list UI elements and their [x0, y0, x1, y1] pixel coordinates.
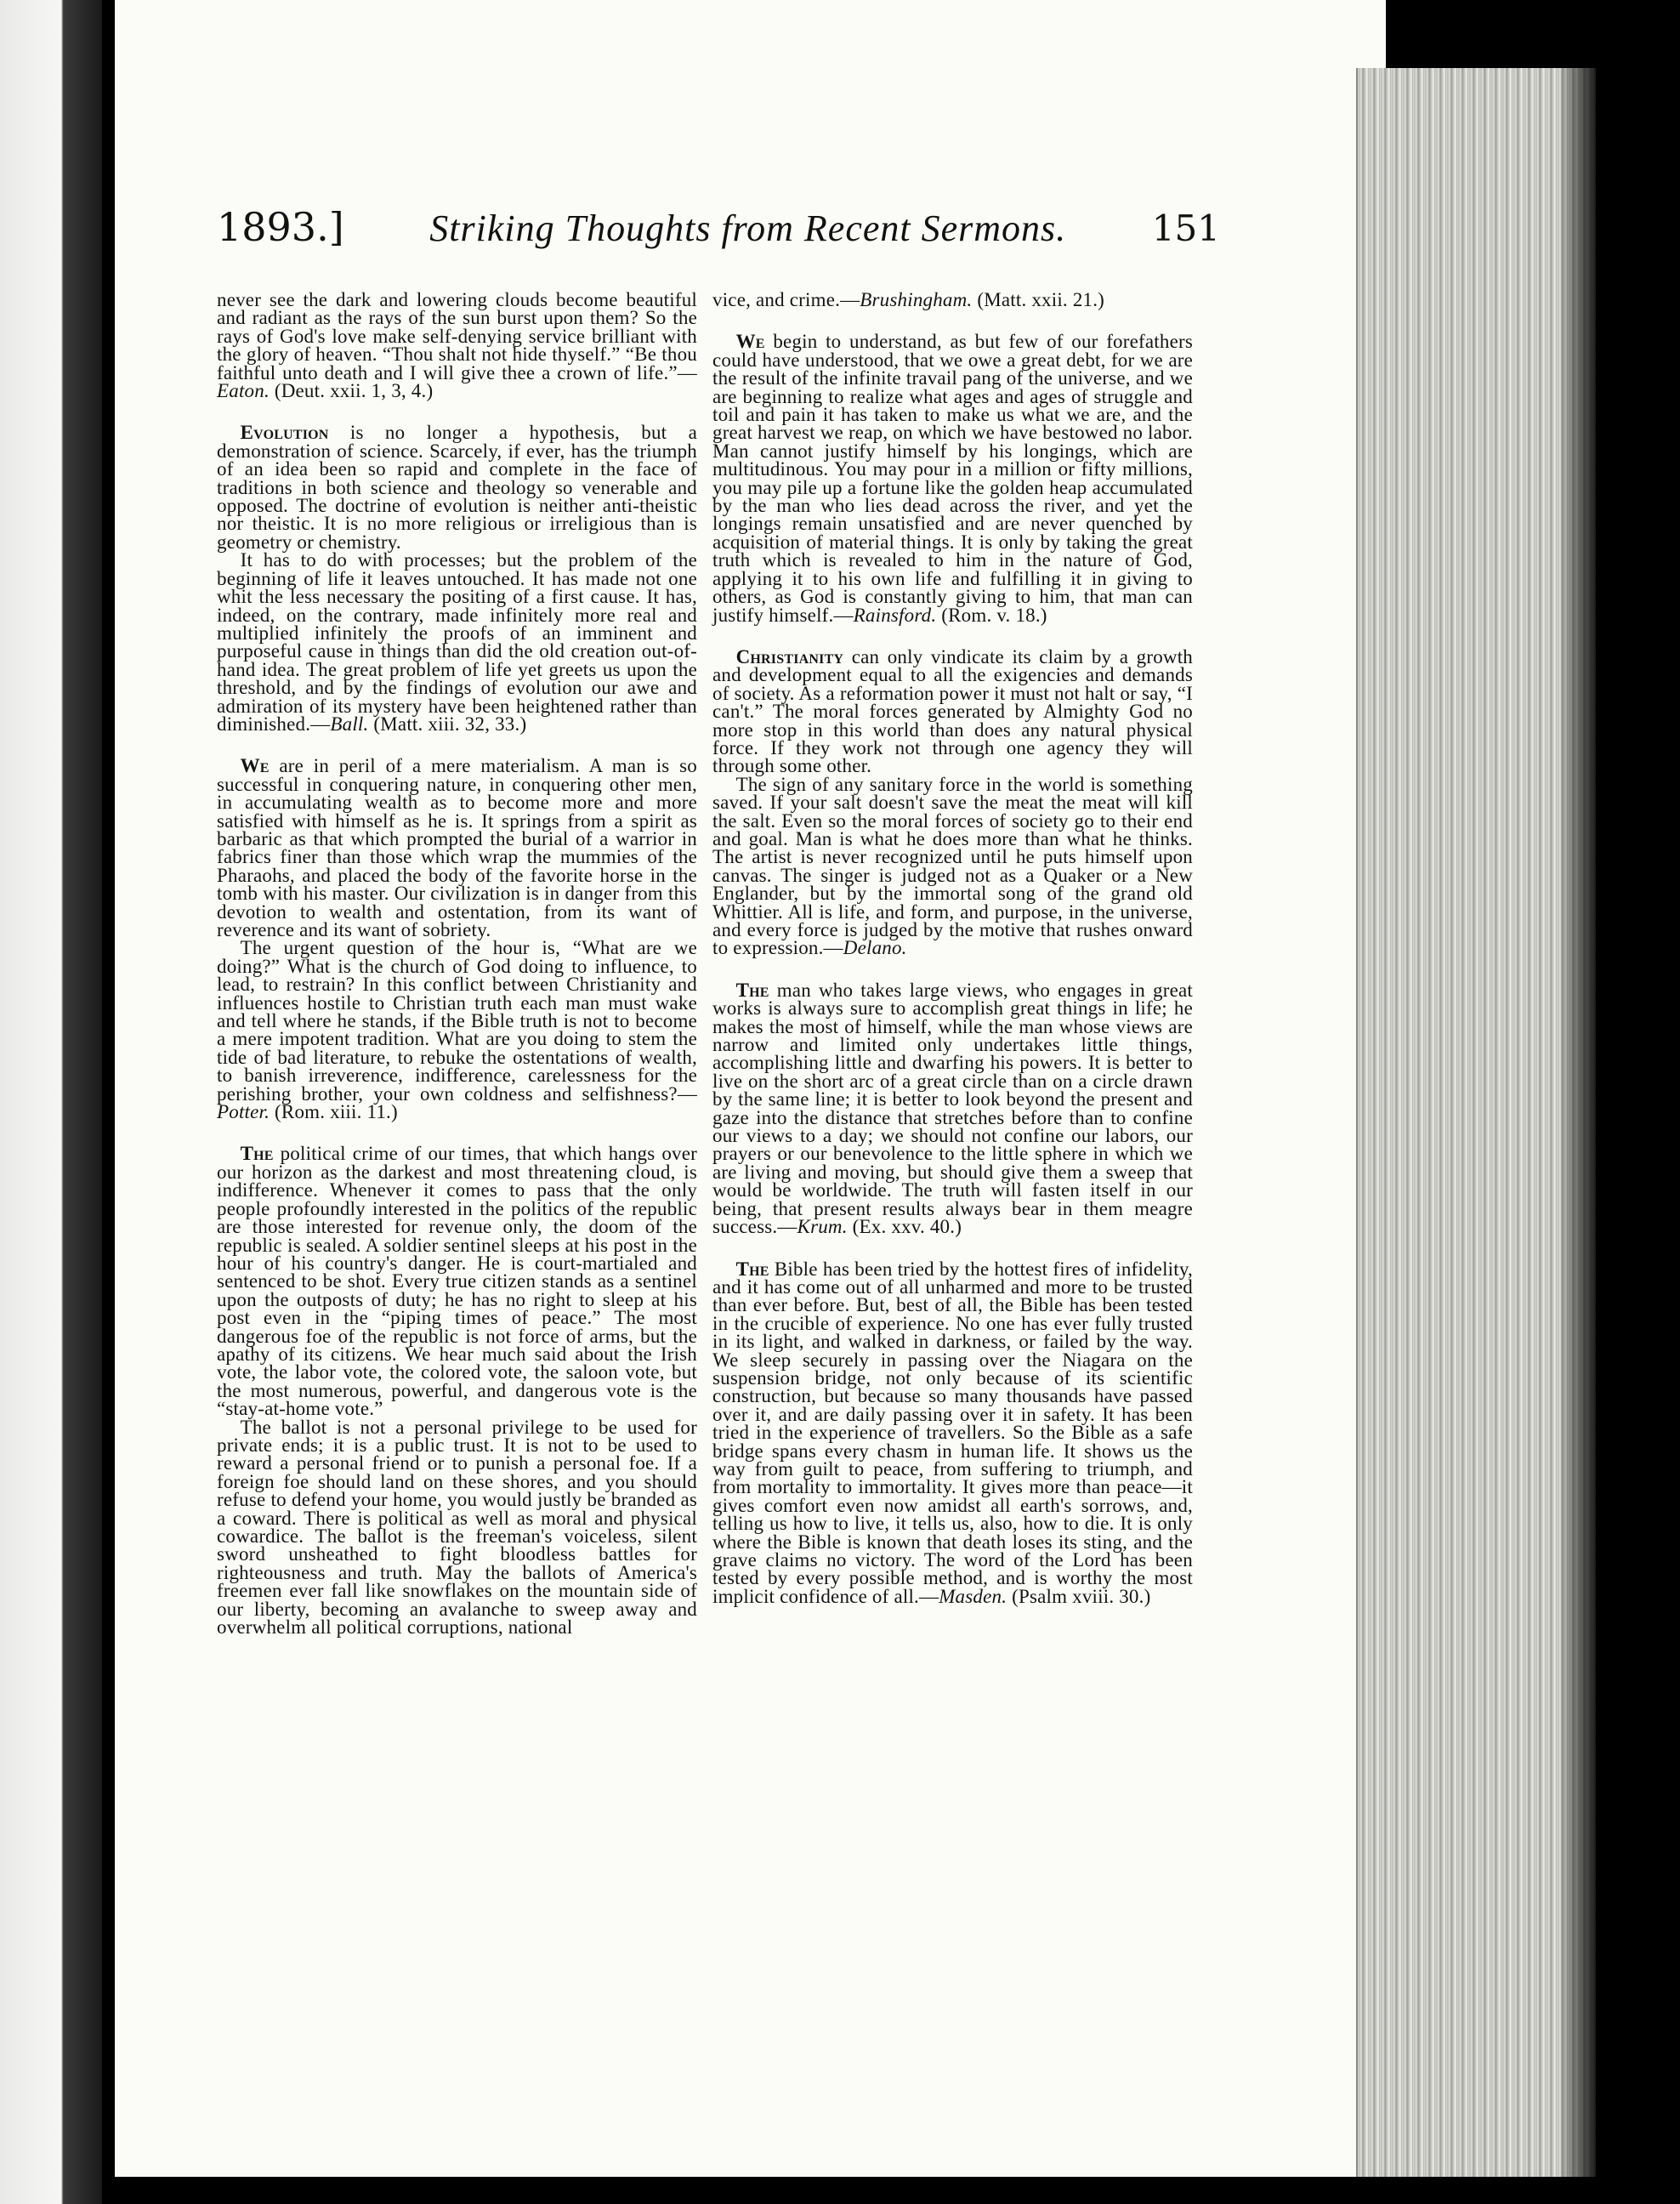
paragraph-text: political crime of our times, that which hangs over our horizon as the darkest and most threatening cloud, is indifference. Whenever it comes to pass that the only people profoundly interested in the politics of the republic are those interested for revenue only, the doom of the republic is sealed. A soldier sentinel sleeps at his post in the hour of his country's danger. He is court-martialed and sentenced to be shot. Every true citizen stands as a sentinel upon the outposts of duty; he has no right to sleep at his post even in the “piping times of peace.” The most dangerous foe of the republic is not force of arms, but the apathy of its citizens. We hear much said about the Irish vote, the labor vote, the colored vote, the saloon vote, but the most numerous, powerful, and dangerous vote is the “stay-at-home vote.”	[217, 1143, 697, 1420]
paragraph-text: is no longer a hypothesis, but a demonstration of science. Scarcely, if ever, has the triumph of an idea been so rapid and complete in the face of traditions in both science and theology so venerable and opposed. The doctrine of evolution is neither anti-theistic nor theistic. It is no more religious or irreligious than is geometry or chemistry.	[217, 422, 697, 553]
paragraph-text: The urgent question of the hour is, “What are we doing?” What is the church of God doing to influence, to lead, to restrain? In this conflict between Christianity and influences hostile to Christian truth each man must wake and tell where he stands, if the Bible truth is not to become a mere impotent tradition. What are you doing to stem the tide of bad literature, to rebuke the ostentations of wealth, to banish irreverence, indifference, carelessness for the perishing brother, your own coldness and selfishness?—	[217, 937, 697, 1105]
sermon-excerpt	[217, 291, 697, 400]
sermon-excerpt	[712, 1260, 1193, 1606]
lead-word: The	[735, 979, 769, 1001]
scripture-reference: (Psalm xviii. 30.)	[1007, 1585, 1151, 1607]
paragraph-text: The sign of any sanitary force in the world is something saved. If your salt doesn't save the meat the meat will kill the salt. Even so the moral forces of society go to their end and goal. Man is what he does more than what he thinks. The artist is never recognized until he puts himself upon canvas. The singer is judged not as a Quaker or a New Englander, but by the immortal song of the grand old Whittier. All is life, and form, and purpose, in the universe, and every force is judged by the motive that rushes onward to expression.—	[712, 773, 1193, 959]
author-name: Masden.	[939, 1585, 1007, 1607]
paragraph	[712, 332, 1193, 624]
author-name: Potter.	[217, 1101, 270, 1123]
paragraph	[712, 775, 1193, 957]
header-title: Striking Thoughts from Recent Sermons.	[429, 207, 1067, 249]
page-number: 151	[1151, 207, 1220, 249]
sermon-excerpt	[712, 291, 1193, 309]
lead-word: We	[240, 755, 270, 777]
sermon-excerpt	[712, 981, 1193, 1236]
lead-word: We	[735, 331, 765, 353]
paragraph	[217, 1143, 697, 1420]
paragraph-text: begin to understand, as but few of our forefathers could have understood, that we owe a great debt, for we are the result of the infinite travail pang of the universe, and we are beginning to realize what ages and ages of struggle and toil and pain it has taken to make us what we are, and the great harvest we reap, on which we have bestowed no labor. Man cannot justify himself by his longings, which are multitudinous. You may pour in a million or fifty millions, you may pile up a fortune like the golden heap accumulated by the man who lies dead across the river, and yet the longings remain unsatisfied and are never quenched by acquisition of material things. It is only by taking the great truth which is revealed to him in the nature of God, applying it to his own life and fulfilling it in giving to others, as God is constantly giving to him, that man can justify himself.—	[712, 331, 1193, 626]
paragraph	[217, 551, 697, 733]
author-name: Ball.	[330, 713, 369, 735]
sermon-excerpt	[712, 332, 1193, 624]
sermon-excerpt	[217, 423, 697, 733]
scripture-reference: (Matt. xiii. 32, 33.)	[368, 713, 527, 735]
left-column	[217, 291, 697, 1660]
paragraph-text: are in peril of a mere materialism. A man is so successful in conquering nature, in conquering other men, in accumulating wealth as to become more and more satisfied with himself as he is. It springs from a spirit as barbaric as that which prompted the burial of a warrior in fabrics finer than those which wrap the mummies of the Pharaohs, and placed the body of the favorite horse in the tomb with his master. Our civilization is in danger from this devotion to wealth and ostentation, from its want of reverence and its want of sobriety.	[217, 755, 697, 940]
lead-word: Evolution	[240, 422, 329, 444]
scripture-reference: (Matt. xxii. 21.)	[972, 289, 1105, 310]
paragraph	[217, 939, 697, 1121]
author-name: Krum.	[797, 1216, 848, 1238]
facing-page-edge	[0, 0, 102, 2204]
author-name: Brushingham.	[860, 289, 973, 310]
paragraph-text: man who takes large views, who engages in great works is always sure to accomplish great things in life; he makes the most of himself, while the man whose views are narrow and limited only undertakes little things, accomplishing little and dwarfing his powers. It is better to live on the short arc of a great circle than on a circle drawn by the same line; it is better to look beyond the present and gaze into the distance that stretches before than to confine our views to a day; we should not confine our labors, our prayers or our benevolence to the little sphere in which we are living and moving, but should give them a sweep that would be worldwide. The truth will fasten itself in our being, that present results always bear in them meagre success.—	[712, 979, 1193, 1238]
running-header	[217, 204, 1220, 272]
header-year: 1893.]	[217, 204, 344, 250]
paragraph	[712, 291, 1193, 309]
paragraph	[712, 981, 1193, 1236]
paragraph	[217, 1418, 697, 1637]
page-stack-edge	[1356, 68, 1596, 2177]
paragraph-text: can only vindicate its claim by a growth and development equal to all the exigencies and demands of society. As a reformation power it must not halt or say, “I can't.” The moral forces generated by Almighty God no more stop in this world than does any natural physical force. If they work not through one agency they will through some other.	[712, 645, 1193, 777]
right-column	[712, 291, 1193, 1629]
paragraph	[217, 423, 697, 551]
paragraph	[712, 645, 1193, 777]
author-name: Eaton.	[217, 380, 270, 402]
lead-word: Christianity	[735, 645, 844, 667]
paragraph-text: never see the dark and lowering clouds become beautiful and radiant as the rays of the sun burst upon them? So the rays of God's love make self-denying service brilliant with the glory of heaven. “Thou shalt not hide thyself.” “Be thou faithful unto death and I will give thee a crown of life.”—	[217, 289, 697, 383]
sermon-excerpt	[217, 1143, 697, 1639]
sermon-excerpt	[217, 757, 697, 1121]
paragraph-text: It has to do with processes; but the problem of the beginning of life it leaves untouched. It has made not one whit the less necessary the positing of a first cause. It has, indeed, on the contrary, made infinitely more real and multiplied infinitely the proofs of an imminent and purposeful cause in things than did the old creation out-of-hand idea. The great problem of life yet greets us upon the threshold, and by the findings of evolution our awe and admiration of its mystery have been heightened rather than diminished.—	[217, 549, 697, 735]
paragraph	[712, 1260, 1193, 1606]
author-name: Rainsford.	[853, 604, 937, 626]
author-name: Delano.	[843, 937, 907, 959]
scripture-reference: (Rom. v. 18.)	[936, 604, 1047, 626]
paragraph-text: vice, and crime.—	[712, 289, 860, 310]
sermon-excerpt	[712, 645, 1193, 959]
lead-word: The	[735, 1258, 769, 1280]
paragraph	[217, 757, 697, 939]
paragraph	[217, 291, 697, 400]
paragraph-text: The ballot is not a personal privilege to be used for private ends; it is a public trust. It is not to be used to reward a personal friend or to punish a personal foe. If a foreign foe should land on these shores, and you should refuse to defend your home, you would justly be branded as a coward. There is political as well as moral and physical cowardice. The ballot is the freeman's voiceless, silent sword unsheathed to fight bloodless battles for righteousness and truth. May the ballots of America's freemen ever fall like snowflakes on the mountain side of our liberty, becoming an avalanche to sweep away and overwhelm all political corruptions, national	[217, 1416, 697, 1639]
lead-word: The	[240, 1143, 274, 1165]
scripture-reference: (Deut. xxii. 1, 3, 4.)	[269, 380, 434, 402]
scripture-reference: (Ex. xxv. 40.)	[847, 1216, 962, 1238]
paragraph-text: Bible has been tried by the hottest fires of infidelity, and it has come out of all unharmed and more to be trusted than ever before. But, best of all, the Bible has been tested in the crucible of experience. No one has ever fully trusted in its light, and walked in darkness, or failed by the way. We sleep securely in passing over the Niagara on the suspension bridge, not only because of its scientific construction, but because so many thousands have passed over it, and are daily passing over it in safety. It has been tried in the experience of travellers. So the Bible as a safe bridge spans every chasm in human life. It shows us the way from guilt to peace, from suffering to triumph, and from mortality to immortality. It gives more than peace—it gives comfort even now amidst all earth's sorrows, and, telling us how to live, it tells us, also, how to die. It is only where the Bible is known that death loses its sting, and the grave claims no victory. The word of the Lord has been tested by every possible method, and is worthy the most implicit confidence of all.—	[712, 1258, 1193, 1607]
scripture-reference: (Rom. xiii. 11.)	[270, 1101, 398, 1123]
